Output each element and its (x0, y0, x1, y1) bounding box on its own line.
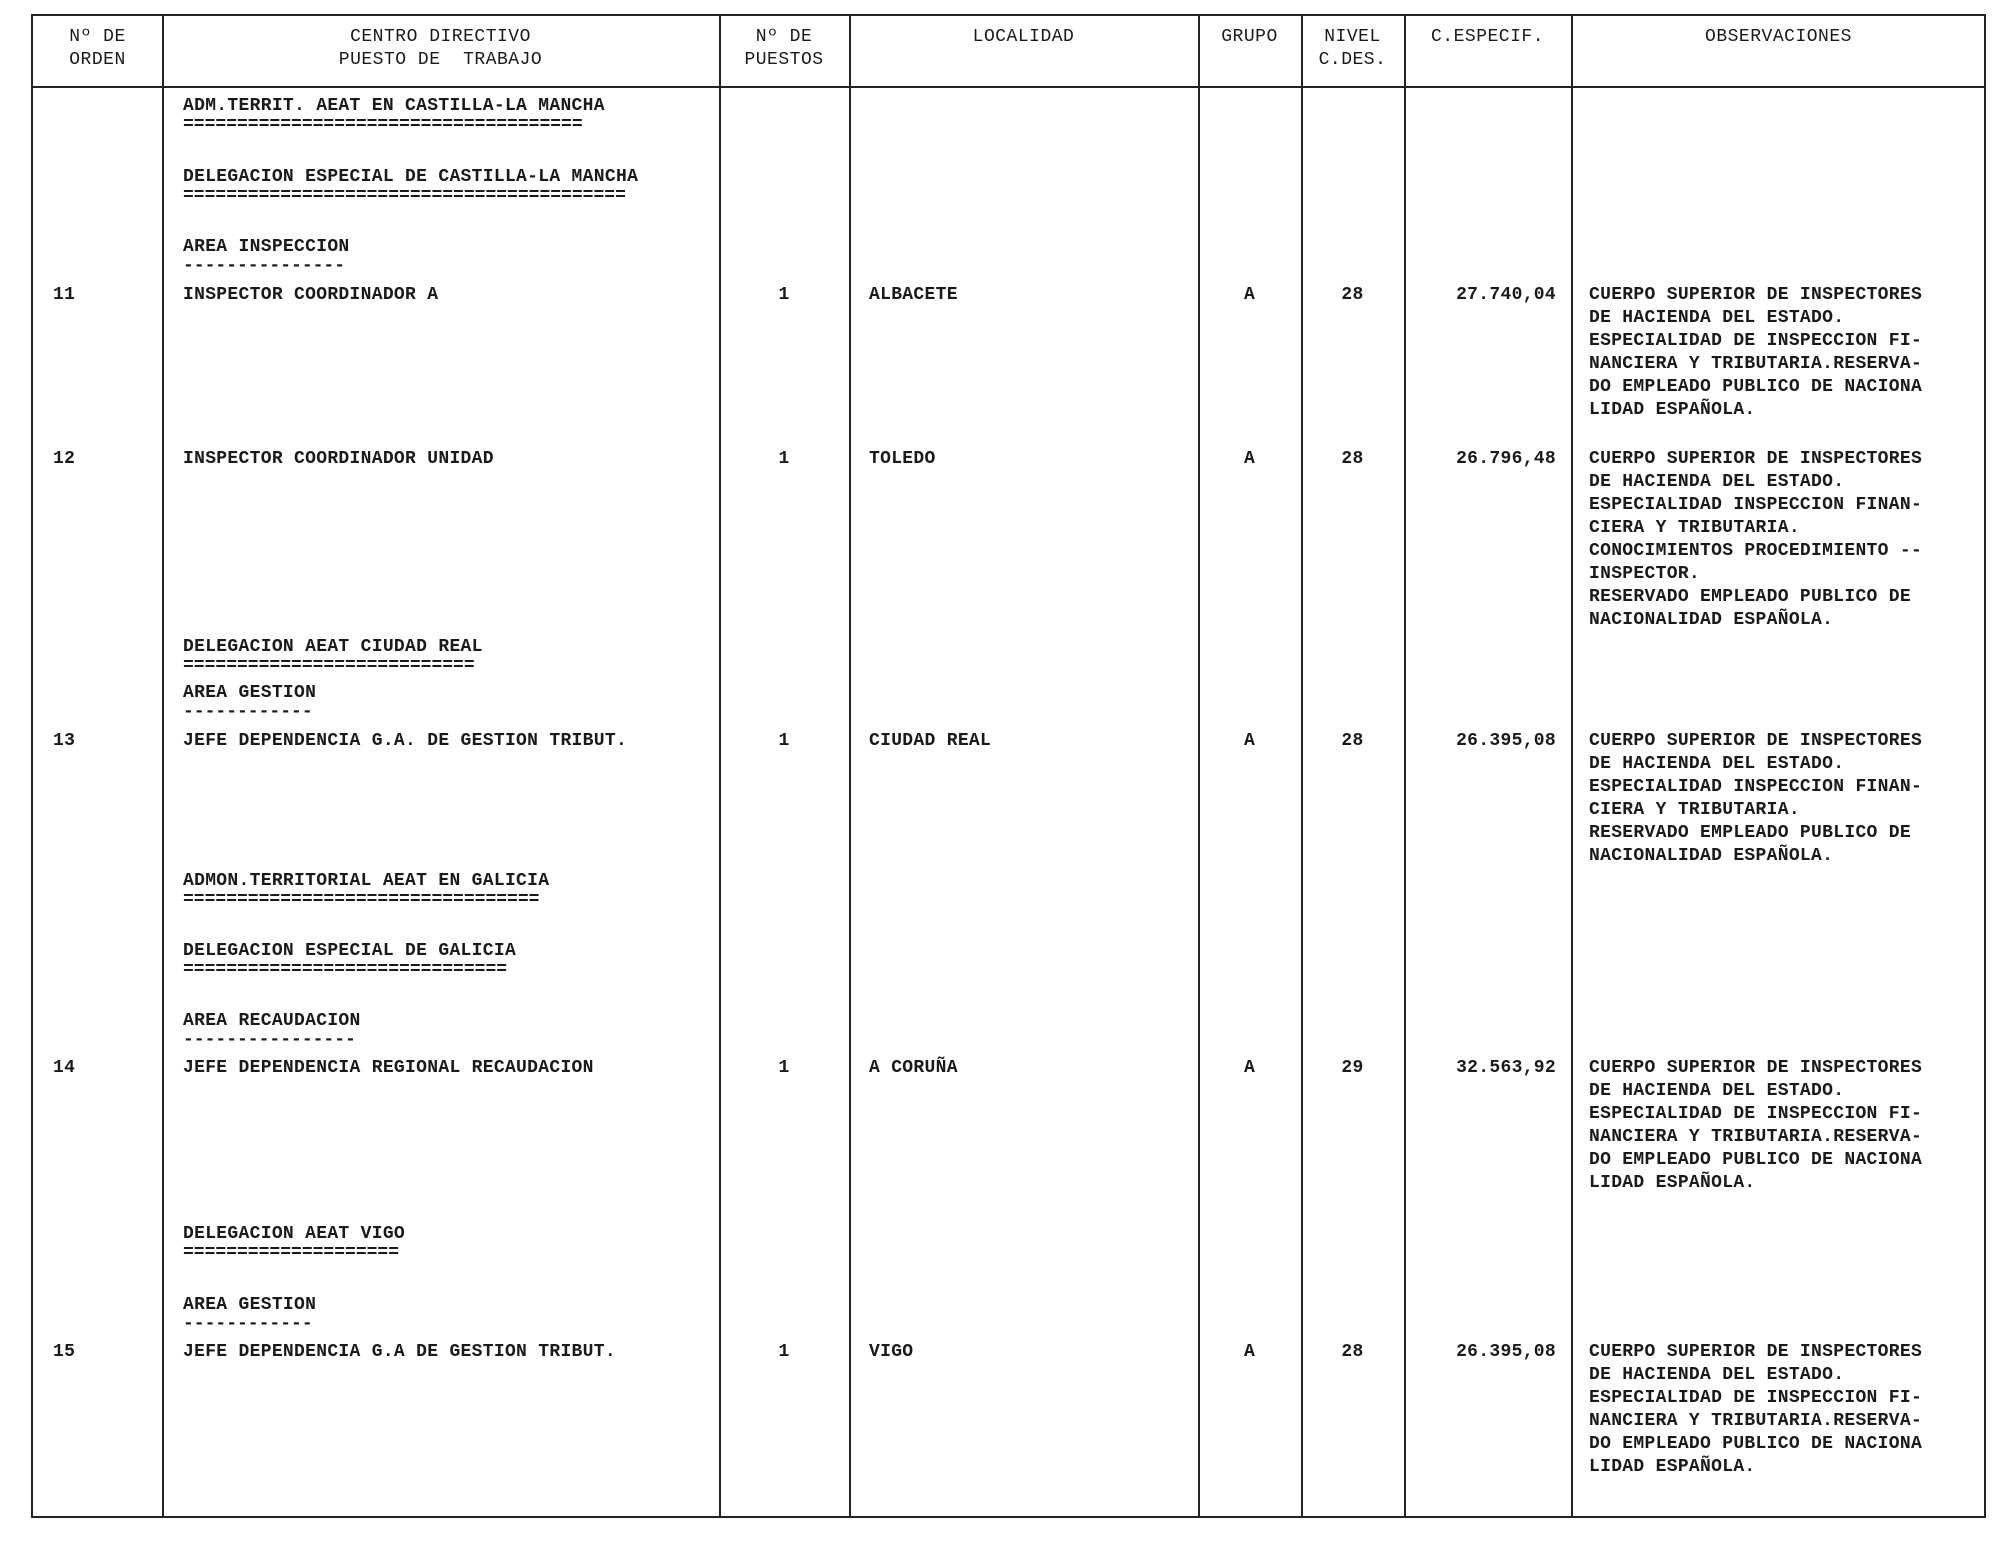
section-heading: ADMON.TERRITORIAL AEAT EN GALICIA (183, 871, 550, 891)
section-heading: DELEGACION ESPECIAL DE GALICIA (183, 941, 517, 961)
row-grupo: A (1243, 449, 1256, 469)
column-divider (1301, 16, 1303, 1516)
row-orden: 12 (53, 449, 76, 469)
row-puesto: JEFE DEPENDENCIA G.A. DE GESTION TRIBUT. (183, 731, 628, 751)
row-observaciones: CUERPO SUPERIOR DE INSPECTORES DE HACIENDA DEL ESTADO. ESPECIALIDAD DE INSPECCION FI- NANCIERA Y TRIBUTARIA.RESERVA- DO EMPLEADO PUBLICO DE NACIONA LIDAD ESPAÑOLA. (1589, 285, 1923, 420)
row-grupo: A (1243, 1342, 1256, 1362)
header-centro-directivo: CENTRO DIRECTIVO PUESTO DE TRABAJO (338, 27, 543, 70)
header-divider (33, 86, 1984, 88)
row-localidad: ALBACETE (869, 285, 958, 305)
row-especif: 32.563,92 (1456, 1058, 1556, 1078)
section-underline: ==================== (183, 1243, 400, 1263)
header-observaciones: OBSERVACIONES (1705, 27, 1852, 47)
header-orden: Nº DE ORDEN (69, 27, 126, 70)
section-underline: --------------- (183, 256, 346, 276)
section-heading: AREA GESTION (183, 683, 317, 703)
column-divider (1571, 16, 1573, 1516)
header-grupo: GRUPO (1221, 27, 1278, 47)
row-nivel: 28 (1341, 285, 1364, 305)
row-nivel: 29 (1341, 1058, 1364, 1078)
section-underline: ===================================== (183, 115, 583, 135)
row-grupo: A (1243, 1058, 1256, 1078)
row-puesto: INSPECTOR COORDINADOR A (183, 285, 439, 305)
row-observaciones: CUERPO SUPERIOR DE INSPECTORES DE HACIENDA DEL ESTADO. ESPECIALIDAD INSPECCION FINAN- CIERA Y TRIBUTARIA. CONOCIMIENTOS PROCEDIMIENTO -- INSPECTOR. RESERVADO EMPLEADO PUBLICO DE NACIONALIDAD ESPAÑOLA. (1589, 449, 1923, 630)
row-localidad: CIUDAD REAL (869, 731, 992, 751)
section-underline: =========================== (183, 656, 475, 676)
section-heading: ADM.TERRIT. AEAT EN CASTILLA-LA MANCHA (183, 96, 605, 116)
row-grupo: A (1243, 285, 1256, 305)
section-underline: ============================== (183, 960, 508, 980)
row-localidad: A CORUÑA (869, 1058, 958, 1078)
column-divider (719, 16, 721, 1516)
row-puesto: JEFE DEPENDENCIA G.A DE GESTION TRIBUT. (183, 1342, 616, 1362)
row-puesto: INSPECTOR COORDINADOR UNIDAD (183, 449, 494, 469)
header-puestos: Nº DE PUESTOS (744, 27, 824, 70)
row-orden: 13 (53, 731, 76, 751)
header-especif: C.ESPECIF. (1430, 27, 1545, 47)
row-grupo: A (1243, 731, 1256, 751)
row-nivel: 28 (1341, 1342, 1364, 1362)
row-orden: 11 (53, 285, 76, 305)
section-heading: DELEGACION AEAT CIUDAD REAL (183, 637, 483, 657)
row-especif: 26.395,08 (1456, 731, 1556, 751)
section-underline: ---------------- (183, 1030, 356, 1050)
column-divider (1198, 16, 1200, 1516)
row-puesto: JEFE DEPENDENCIA REGIONAL RECAUDACION (183, 1058, 594, 1078)
row-observaciones: CUERPO SUPERIOR DE INSPECTORES DE HACIENDA DEL ESTADO. ESPECIALIDAD DE INSPECCION FI- NANCIERA Y TRIBUTARIA.RESERVA- DO EMPLEADO PUBLICO DE NACIONA LIDAD ESPAÑOLA. (1589, 1058, 1923, 1193)
row-observaciones: CUERPO SUPERIOR DE INSPECTORES DE HACIENDA DEL ESTADO. ESPECIALIDAD DE INSPECCION FI- NANCIERA Y TRIBUTARIA.RESERVA- DO EMPLEADO PUBLICO DE NACIONA LIDAD ESPAÑOLA. (1589, 1342, 1923, 1477)
vacancy-table (31, 14, 1986, 1518)
section-underline: ------------ (183, 1314, 313, 1334)
section-heading: AREA GESTION (183, 1295, 317, 1315)
column-divider (1404, 16, 1406, 1516)
row-especif: 27.740,04 (1456, 285, 1556, 305)
row-observaciones: CUERPO SUPERIOR DE INSPECTORES DE HACIENDA DEL ESTADO. ESPECIALIDAD INSPECCION FINAN- CIERA Y TRIBUTARIA. RESERVADO EMPLEADO PUBLICO DE NACIONALIDAD ESPAÑOLA. (1589, 731, 1923, 866)
section-heading: AREA RECAUDACION (183, 1011, 361, 1031)
column-divider (162, 16, 164, 1516)
section-heading: AREA INSPECCION (183, 237, 350, 257)
header-localidad: LOCALIDAD (972, 27, 1075, 47)
section-underline: ========================================= (183, 186, 626, 206)
section-heading: DELEGACION ESPECIAL DE CASTILLA-LA MANCHA (183, 167, 639, 187)
row-nivel: 28 (1341, 731, 1364, 751)
row-nivel: 28 (1341, 449, 1364, 469)
row-orden: 14 (53, 1058, 76, 1078)
row-num-puestos: 1 (778, 285, 790, 305)
section-underline: ================================= (183, 890, 540, 910)
header-nivel: NIVEL C.DES. (1318, 27, 1387, 70)
row-especif: 26.395,08 (1456, 1342, 1556, 1362)
section-heading: DELEGACION AEAT VIGO (183, 1224, 406, 1244)
column-divider (849, 16, 851, 1516)
row-num-puestos: 1 (778, 731, 790, 751)
row-num-puestos: 1 (778, 449, 790, 469)
row-localidad: VIGO (869, 1342, 914, 1362)
row-especif: 26.796,48 (1456, 449, 1556, 469)
row-orden: 15 (53, 1342, 76, 1362)
row-num-puestos: 1 (778, 1058, 790, 1078)
row-localidad: TOLEDO (869, 449, 936, 469)
row-num-puestos: 1 (778, 1342, 790, 1362)
section-underline: ------------ (183, 702, 313, 722)
